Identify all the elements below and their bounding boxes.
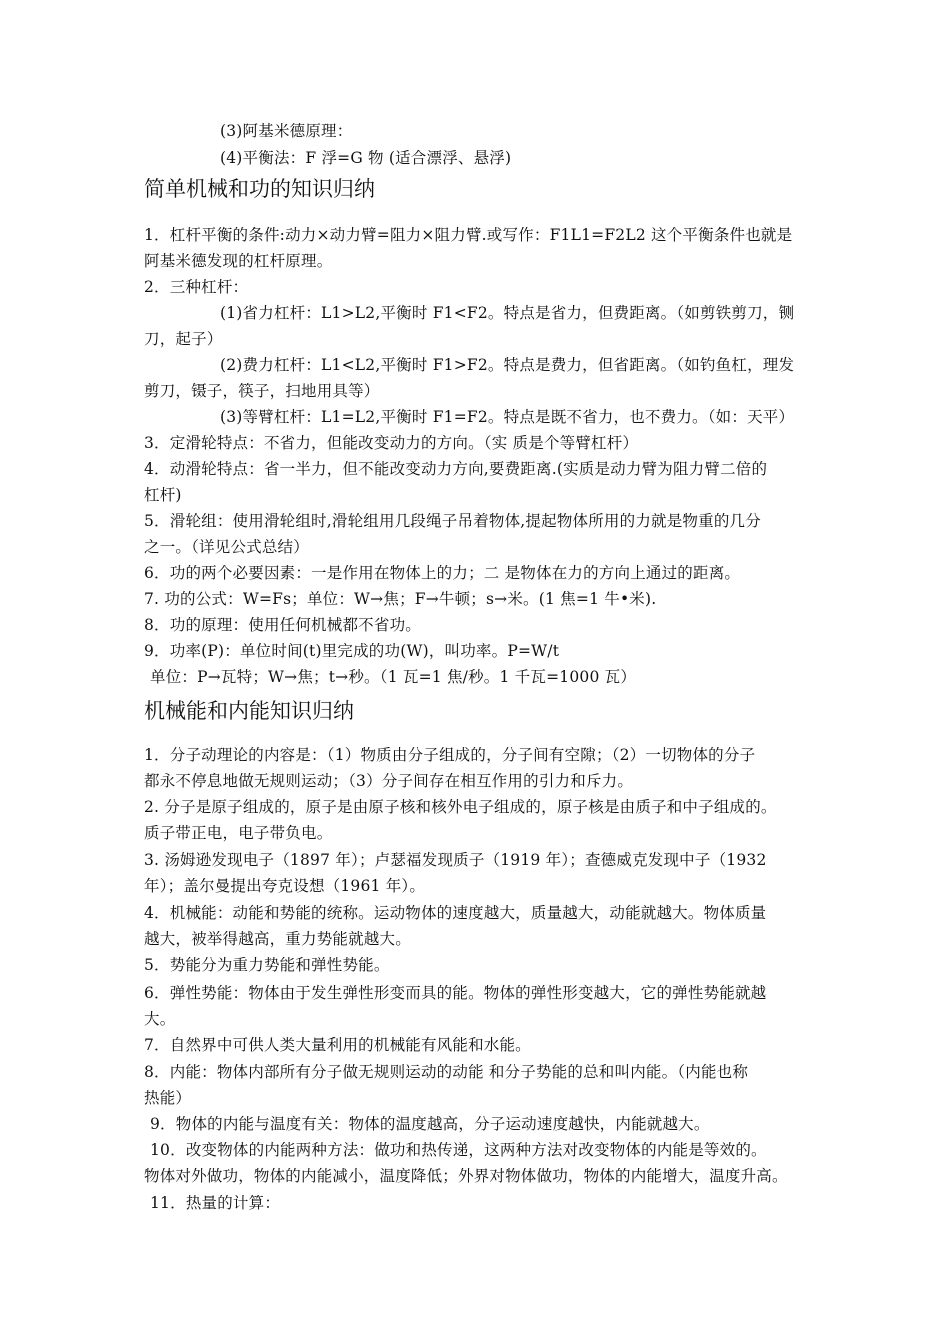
text-line: 9．功率(P)：单位时间(t)里完成的功(W)，叫功率。P=W/t	[144, 642, 560, 660]
text-line: 之一。（详见公式总结）	[144, 538, 309, 556]
text-line: 4．机械能：动能和势能的统称。运动物体的速度越大，质量越大，动能就越大。物体质量	[144, 904, 767, 922]
text-line: 5．势能分为重力势能和弹性势能。	[144, 956, 390, 974]
text-line: 7. 功的公式：W=Fs；单位：W→焦；F→牛顿；s→米。(1 焦=1 牛•米).	[144, 590, 657, 608]
text-line: 质子带正电，电子带负电。	[144, 824, 333, 842]
text-line: 年）；盖尔曼提出夸克设想（1961 年）。	[144, 877, 426, 895]
text-line: 4．动滑轮特点：省一半力，但不能改变动力方向,要费距离.(实质是动力臂为阻力臂二倍的	[144, 460, 768, 478]
text-line: 剪刀，镊子，筷子，扫地用具等）	[144, 382, 380, 400]
text-line: (4)平衡法：F 浮=G 物 (适合漂浮、悬浮)	[220, 149, 512, 167]
text-line: 越大，被举得越高，重力势能就越大。	[144, 930, 411, 948]
text-line: 8．内能：物体内部所有分子做无规则运动的动能 和分子势能的总和叫内能。（内能也称	[144, 1063, 749, 1081]
text-line: 2．三种杠杆：	[144, 278, 249, 296]
text-line: (1)省力杠杆：L1>L2,平衡时 F1<F2。特点是省力，但费距离。（如剪铁剪刀，铡	[220, 304, 795, 322]
section-heading: 机械能和内能知识归纳	[144, 699, 354, 723]
text-line: 11．热量的计算：	[150, 1194, 281, 1212]
text-line: 6．功的两个必要因素：一是作用在物体上的力；二 是物体在力的方向上通过的距离。	[144, 564, 741, 582]
text-line: 都永不停息地做无规则运动；（3）分子间存在相互作用的引力和斥力。	[144, 772, 634, 790]
text-line: 3. 汤姆逊发现电子（1897 年）；卢瑟福发现质子（1919 年）；查德威克发现中子（1932	[144, 851, 767, 869]
text-line: 热能）	[144, 1089, 192, 1107]
text-line: 杠杆)	[144, 486, 182, 504]
text-line: 5．滑轮组：使用滑轮组时,滑轮组用几段绳子吊着物体,提起物体所用的力就是物重的几分	[144, 512, 761, 530]
text-line: 1．分子动理论的内容是：（1）物质由分子组成的，分子间有空隙；（2）一切物体的分子	[144, 746, 756, 764]
text-line: 物体对外做功，物体的内能减小，温度降低；外界对物体做功，物体的内能增大，温度升高。	[144, 1167, 788, 1185]
text-line: (3)阿基米德原理：	[220, 122, 353, 140]
text-line: 大。	[144, 1010, 176, 1028]
text-line: (2)费力杠杆：L1<L2,平衡时 F1>F2。特点是费力，但省距离。（如钓鱼杠，理发	[220, 356, 795, 374]
text-line: 阿基米德发现的杠杆原理。	[144, 252, 333, 270]
text-line: 6．弹性势能：物体由于发生弹性形变而具的能。物体的弹性形变越大，它的弹性势能就越	[144, 984, 767, 1002]
section-heading: 简单机械和功的知识归纳	[144, 177, 375, 201]
text-line: 刀，起子）	[144, 330, 223, 348]
text-line: 单位：P→瓦特；W→焦；t→秒。（1 瓦=1 焦/秒。1 千瓦=1000 瓦）	[150, 668, 637, 686]
text-line: 7．自然界中可供人类大量利用的机械能有风能和水能。	[144, 1036, 531, 1054]
text-line: 8．功的原理：使用任何机械都不省功。	[144, 616, 421, 634]
text-line: 10．改变物体的内能两种方法：做功和热传递，这两种方法对改变物体的内能是等效的。	[150, 1141, 767, 1159]
text-line: 9．物体的内能与温度有关：物体的温度越高，分子运动速度越快，内能就越大。	[150, 1115, 710, 1133]
text-line: 2. 分子是原子组成的，原子是由原子核和核外电子组成的，原子核是由质子和中子组成的。	[144, 798, 777, 816]
text-line: (3)等臂杠杆：L1=L2,平衡时 F1=F2。特点是既不省力，也不费力。（如：天平）	[220, 408, 795, 426]
text-line: 1．杠杆平衡的条件:动力×动力臂=阻力×阻力臂.或写作：F1L1=F2L2 这个平衡条件也就是	[144, 226, 793, 244]
text-line: 3．定滑轮特点：不省力，但能改变动力的方向。（实 质是个等臂杠杆）	[144, 434, 639, 452]
